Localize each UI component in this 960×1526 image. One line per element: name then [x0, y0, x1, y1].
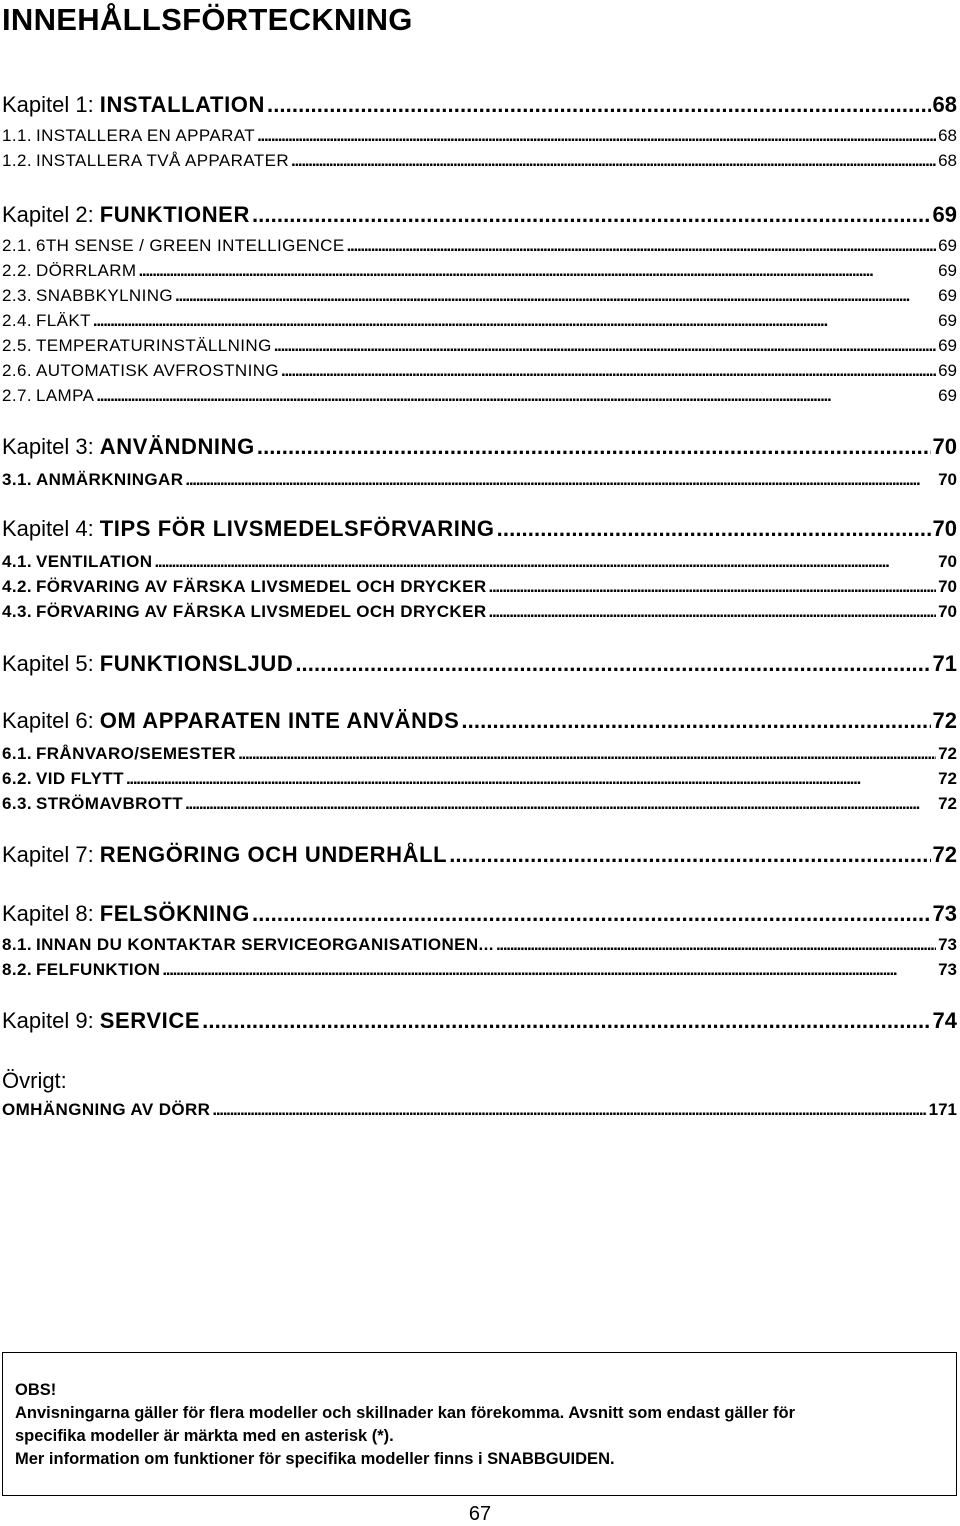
toc-leader-dots: [175, 286, 936, 306]
toc-entry-label: VENTILATION: [35, 552, 153, 571]
toc-page-number: 70: [932, 516, 957, 541]
toc-leader-dots: [252, 202, 931, 228]
toc-section-number: 4.3.: [2, 602, 32, 621]
toc-page-number: 72: [932, 842, 957, 867]
toc-entry-label: INSTALLATION: [99, 92, 265, 117]
toc-section-row[interactable]: [2, 236, 957, 256]
toc-entry-label: LAMPA: [35, 386, 95, 405]
toc-chapter-row[interactable]: [2, 651, 957, 677]
toc-chapter-row[interactable]: [2, 434, 957, 460]
toc-entry-label: TEMPERATURINSTÄLLNING: [35, 336, 272, 355]
toc-entry-label: RENGÖRING OCH UNDERHÅLL: [99, 842, 448, 867]
toc-entry-label: FLÄKT: [35, 311, 91, 330]
toc-chapter-prefix: Kapitel 1:: [2, 92, 94, 117]
toc-section-row[interactable]: [2, 602, 957, 622]
toc-section-number: 2.6.: [2, 361, 32, 380]
toc-section-number: 4.1.: [2, 552, 32, 571]
toc-leader-dots: [497, 516, 931, 542]
toc-leader-dots: [257, 126, 936, 146]
toc-section-row[interactable]: [2, 794, 957, 814]
toc-entry-label: ANMÄRKNINGAR: [35, 470, 184, 489]
toc-leader-dots: [347, 236, 936, 256]
toc-page-number: 69: [938, 361, 957, 380]
toc-page-number: 70: [938, 577, 957, 596]
toc-entry-label: OMHÄNGNING AV DÖRR: [2, 1100, 211, 1119]
toc-entry-label: FUNKTIONER: [99, 202, 250, 227]
note-line-1: Anvisningarna gäller för flera modeller och skillnader kan förekomma. Avsnitt som endast gäller för: [15, 1404, 795, 1422]
toc-leader-dots: [185, 470, 936, 490]
toc-page-number: 69: [938, 236, 957, 255]
toc-chapter-row[interactable]: [2, 901, 957, 927]
toc-entry-label: DÖRRLARM: [35, 261, 137, 280]
toc-page-number: 71: [932, 651, 957, 676]
toc-leader-dots: [252, 901, 931, 927]
toc-section-number: 2.4.: [2, 311, 32, 330]
toc-section-row[interactable]: [2, 935, 957, 955]
toc-leader-dots: [461, 708, 930, 734]
toc-chapter-prefix: Kapitel 3:: [2, 434, 94, 459]
toc-section-row[interactable]: [2, 151, 957, 171]
toc-section-row[interactable]: [2, 286, 957, 306]
toc-leader-dots: [489, 577, 937, 597]
page-number: 67: [468, 1503, 492, 1525]
toc-page-number: 69: [938, 386, 957, 405]
toc-chapter-row[interactable]: [2, 516, 957, 542]
toc-section-number: 6.1.: [2, 744, 32, 763]
toc-leader-dots: [138, 261, 936, 281]
toc-section-number: 1.1.: [2, 126, 32, 145]
note-heading: OBS!: [15, 1381, 57, 1399]
toc-section-row[interactable]: [2, 470, 957, 490]
toc-leader-dots: [202, 1008, 930, 1034]
note-line-2: specifika modeller är märkta med en asterisk (*).: [15, 1427, 394, 1445]
toc-section-number: 4.2.: [2, 577, 32, 596]
toc-leader-dots: [185, 794, 936, 814]
toc-chapter-prefix: Kapitel 4:: [2, 516, 94, 541]
toc-page-number: 70: [938, 552, 957, 571]
toc-leader-dots: [96, 386, 936, 406]
toc-section-row[interactable]: [2, 386, 957, 406]
toc-leader-dots: [449, 842, 930, 868]
toc-entry-label: FELFUNKTION: [35, 960, 161, 979]
toc-page-number: 68: [932, 92, 957, 117]
toc-section-number: 2.7.: [2, 386, 32, 405]
toc-chapter-prefix: Kapitel 2:: [2, 202, 94, 227]
toc-leader-dots: [496, 935, 936, 955]
toc-section-number: 2.1.: [2, 236, 32, 255]
toc-entry-label: INNAN DU KONTAKTAR SERVICEORGANISATIONEN...: [35, 935, 494, 954]
toc-chapter-prefix: Kapitel 6:: [2, 708, 94, 733]
toc-section-number: 6.3.: [2, 794, 32, 813]
toc-chapter-row[interactable]: [2, 708, 957, 734]
toc-section-number: 3.1.: [2, 470, 32, 489]
toc-entry-label: ANVÄNDNING: [99, 434, 255, 459]
toc-entry-label: FUNKTIONSLJUD: [99, 651, 294, 676]
toc-leader-dots: [267, 92, 931, 118]
toc-entry-label: AUTOMATISK AVFROSTNING: [35, 361, 280, 380]
toc-page-number: 69: [938, 261, 957, 280]
toc-section-row[interactable]: [2, 960, 957, 980]
toc-page-number: 69: [938, 286, 957, 305]
toc-page-number: 69: [932, 202, 957, 227]
toc-entry-label: OM APPARATEN INTE ANVÄNDS: [99, 708, 460, 733]
toc-page-number: 74: [932, 1008, 957, 1033]
toc-section-row[interactable]: [2, 361, 957, 381]
toc-section-number: 2.3.: [2, 286, 32, 305]
toc-page-number: 70: [938, 602, 957, 621]
toc-page-number: 72: [938, 744, 957, 763]
toc-chapter-row[interactable]: [2, 202, 957, 228]
toc-section-row[interactable]: [2, 336, 957, 356]
toc-section-row[interactable]: [2, 744, 957, 764]
toc-leader-dots: [291, 151, 936, 171]
toc-section-number: 8.2.: [2, 960, 32, 979]
toc-page-number: 72: [938, 794, 957, 813]
toc-entry-label: INSTALLERA EN APPARAT: [35, 126, 256, 145]
note-box: [2, 1352, 957, 1496]
toc-chapter-prefix: Kapitel 8:: [2, 901, 94, 926]
toc-page-number: 72: [938, 769, 957, 788]
toc-entry-label: VID FLYTT: [35, 769, 124, 788]
toc-leader-dots: [489, 602, 937, 622]
note-line-3: Mer information om funktioner för specifika modeller finns i SNABBGUIDEN.: [15, 1450, 615, 1468]
page-title: INNEHÅLLSFÖRTECKNING: [2, 2, 413, 37]
toc-entry-label: FELSÖKNING: [99, 901, 250, 926]
toc-entry-label: STRÖMAVBROTT: [35, 794, 184, 813]
toc-section-row[interactable]: [2, 552, 957, 572]
toc-chapter-prefix: Kapitel 7:: [2, 842, 94, 867]
toc-page-number: 69: [938, 311, 957, 330]
toc-leader-dots: [154, 552, 936, 572]
toc-leader-dots: [257, 434, 931, 460]
toc-entry-label: FÖRVARING AV FÄRSKA LIVSMEDEL OCH DRYCKER: [35, 577, 487, 596]
toc-entry-label: FÖRVARING AV FÄRSKA LIVSMEDEL OCH DRYCKER: [35, 602, 487, 621]
toc-page-number: 70: [932, 434, 957, 459]
toc-section-row[interactable]: [2, 769, 957, 789]
toc-leader-dots: [281, 361, 936, 381]
toc-entry-label: 6TH SENSE / GREEN INTELLIGENCE: [35, 236, 345, 255]
toc-chapter-row[interactable]: [2, 1008, 957, 1034]
toc-section-row[interactable]: [2, 311, 957, 331]
toc-leader-dots: [238, 744, 936, 764]
toc-leader-dots: [126, 769, 936, 789]
toc-section-number: 2.2.: [2, 261, 32, 280]
toc-chapter-prefix: Kapitel 9:: [2, 1008, 94, 1033]
toc-section-number: 6.2.: [2, 769, 32, 788]
toc-chapter-prefix: Kapitel 5:: [2, 651, 94, 676]
toc-page-number: 69: [938, 336, 957, 355]
toc-page-number: 72: [932, 708, 957, 733]
toc-page-number: 171: [928, 1100, 957, 1119]
toc-leader-dots: [93, 311, 936, 331]
toc-entry-label: SERVICE: [99, 1008, 201, 1033]
toc-section-number: 2.5.: [2, 336, 32, 355]
toc-leader-dots: [274, 336, 936, 356]
toc-entry-label: FRÅNVARO/SEMESTER: [35, 744, 237, 763]
toc-leader-dots: [295, 651, 930, 677]
toc-page-number: 73: [938, 960, 957, 979]
ovrigt-label: Övrigt:: [2, 1068, 67, 1093]
toc-section-row[interactable]: [2, 577, 957, 597]
toc-leader-dots: [212, 1100, 926, 1120]
toc-entry-label: SNABBKYLNING: [35, 286, 174, 305]
toc-entry-label: INSTALLERA TVÅ APPARATER: [35, 151, 290, 170]
toc-section-row[interactable]: [2, 1100, 957, 1120]
toc-section-number: 8.1.: [2, 935, 32, 954]
toc-chapter-row[interactable]: [2, 842, 957, 868]
toc-page-number: 73: [938, 935, 957, 954]
toc-section-row[interactable]: [2, 261, 957, 281]
toc-leader-dots: [162, 960, 936, 980]
toc-page-number: 68: [938, 151, 957, 170]
toc-chapter-row[interactable]: [2, 92, 957, 118]
toc-section-row[interactable]: [2, 126, 957, 146]
toc-entry-label: TIPS FÖR LIVSMEDELSFÖRVARING: [99, 516, 495, 541]
toc-page-number: 73: [932, 901, 957, 926]
toc-page-number: 70: [938, 470, 957, 489]
toc-section-number: 1.2.: [2, 151, 32, 170]
toc-page-number: 68: [938, 126, 957, 145]
